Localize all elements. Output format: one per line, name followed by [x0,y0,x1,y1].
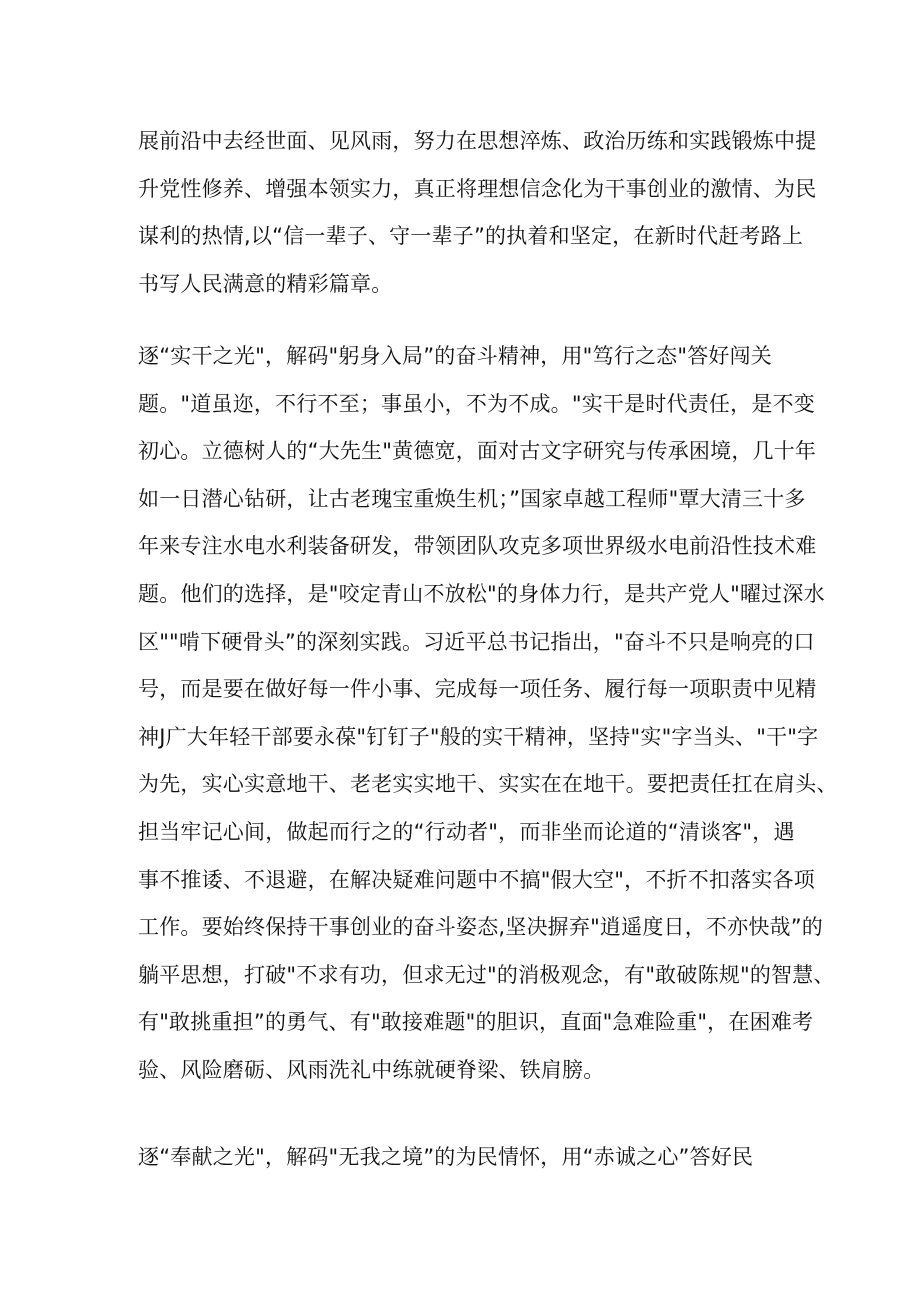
text-line: 区""啃下硬骨头”的深刻实践。习近平总书记指出，"奋斗不只是响亮的口 [138,629,815,654]
text-line: 初心。立德树人的“大先生"黄德宽，面对古文字研究与传承困境，几十年 [138,439,817,464]
text-line: 有"敢挑重担”的勇气、有"敢接难题"的胆识，直面"急难险重"，在困难考 [138,1010,814,1035]
text-line: 升党性修养、增强本领实力，真正将理想信念化为干事创业的激情、为民 [138,176,817,201]
paragraph-2 [138,333,838,1095]
text-line: 题。"道虽迩，不行不至；事虽小，不为不成。"实干是时代责任，是不变 [138,391,815,416]
text-line: 号，而是要在做好每一件小事、完成每一项任务、履行每一项职责中见精 [138,677,817,702]
text-line: 担当牢记心间，做起而行之的“行动者"，而非坐而论道的“清谈客"，遇 [138,819,795,844]
text-line: 躺平思想，打破"不求有功，但求无过"的消极观念，有"敢破陈规"的智慧、 [138,962,835,987]
text-line: 题。他们的选择，是"咬定青山不放松"的身体力行，是共产党人"曜过深水 [138,581,825,606]
text-line: 书写人民满意的精彩篇章。 [138,271,393,296]
text-line: 如一日潜心钻研，让古老瑰宝重焕生机；”国家卓越工程师"覃大清三十多 [138,486,806,511]
text-line: 验、风险磨砺、风雨洗礼中练就硬脊梁、铁肩膀。 [138,1057,605,1082]
text-line: 工作。要始终保持干事创业的奋斗姿态,坚决摒弃"逍遥度日，不亦快哉”的 [138,915,824,940]
text-line: 逐“奉献之光"，解码"无我之境”的为民情怀，用“赤诚之心”答好民 [138,1145,754,1169]
paragraph-3 [138,1134,798,1182]
text-line: 逐“实干之光"，解码"躬身入局”的奋斗精神，用"笃行之态"答好闯关 [138,344,772,368]
text-line: 展前沿中去经世面、见风雨，努力在思想淬炼、政治历练和实践锻炼中提 [138,129,817,153]
text-line: 事不推诿、不退避，在解决疑难问题中不搞"假大空"，不折不扣落实各项 [138,867,815,892]
text-line: 为先，实心实意地干、老老实实地干、实实在在地干。要把责任扛在肩头、 [138,772,838,797]
paragraph-1 [138,118,817,308]
text-line: 年来专注水电水利装备研发，带领团队攻克多项世界级水电前沿性技术难 [138,534,817,559]
text-line: 神J广大年轻干部要永葆"钉钉子"般的实干精神，坚持"实"字当头、"干"字 [138,724,819,749]
text-line: 谋利的热情,以“信一辈子、守一辈子”的执着和坚定，在新时代赶考路上 [138,224,804,249]
